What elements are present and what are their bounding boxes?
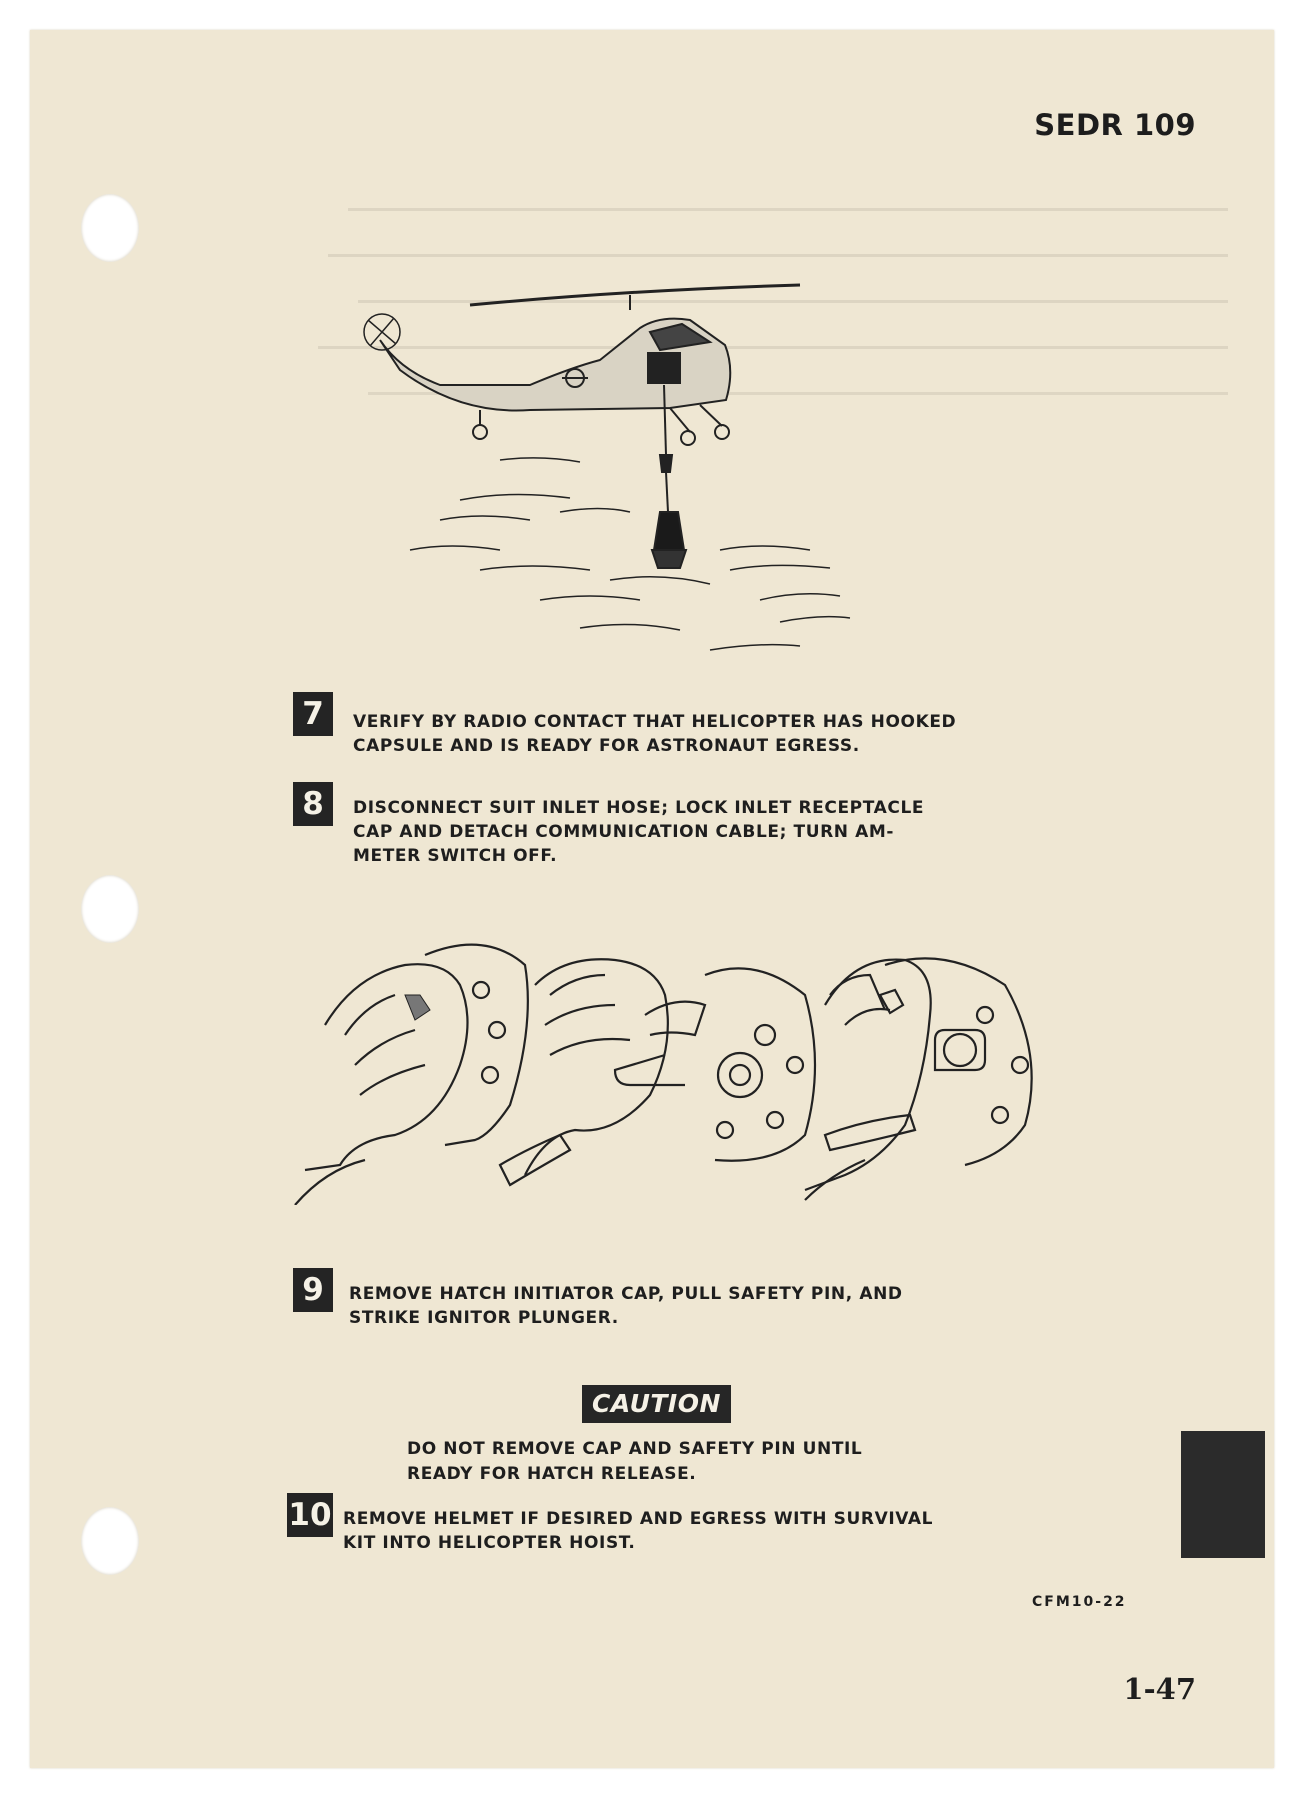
punch-hole-bottom xyxy=(81,1507,139,1575)
helicopter-hoisting-capsule-illustration xyxy=(330,250,950,670)
step-instruction: DISCONNECT SUIT INLET HOSE; LOCK INLET RECEPTACLE CAP AND DETACH COMMUNICATION CABLE; TURN AM- METER SWITCH OFF. xyxy=(353,798,925,866)
caution-text: DO NOT REMOVE CAP AND SAFETY PIN UNTIL READY FOR HATCH RELEASE. xyxy=(407,1439,863,1484)
page-number: 1-47 xyxy=(1123,1672,1196,1706)
step-instruction: REMOVE HATCH INITIATOR CAP, PULL SAFETY PIN, AND STRIKE IGNITOR PLUNGER. xyxy=(349,1284,903,1328)
step-instruction: REMOVE HELMET IF DESIRED AND EGRESS WITH SURVIVAL KIT INTO HELICOPTER HOIST. xyxy=(343,1509,934,1553)
step-number-badge: 9 xyxy=(293,1268,333,1312)
step-number-badge: 10 xyxy=(287,1493,333,1537)
step-10 xyxy=(287,1493,933,1555)
document-id: SEDR 109 xyxy=(1034,108,1196,142)
step-9 xyxy=(293,1268,903,1330)
section-thumb-tab xyxy=(1181,1431,1265,1558)
step-8 xyxy=(293,782,924,868)
punch-hole-middle xyxy=(81,875,139,943)
step-7 xyxy=(293,692,956,758)
caution-label: CAUTION xyxy=(582,1385,731,1423)
punch-hole-top xyxy=(81,194,139,262)
manual-page xyxy=(30,30,1274,1768)
step-instruction: VERIFY BY RADIO CONTACT THAT HELICOPTER HAS HOOKED CAPSULE AND IS READY FOR ASTRONAUT EGRESS. xyxy=(353,712,957,756)
step-number-badge: 8 xyxy=(293,782,333,826)
step-number-badge: 7 xyxy=(293,692,333,736)
figure-id: CFM10-22 xyxy=(1032,1594,1127,1610)
gloved-hands-hatch-initiator-illustration xyxy=(285,935,1065,1205)
